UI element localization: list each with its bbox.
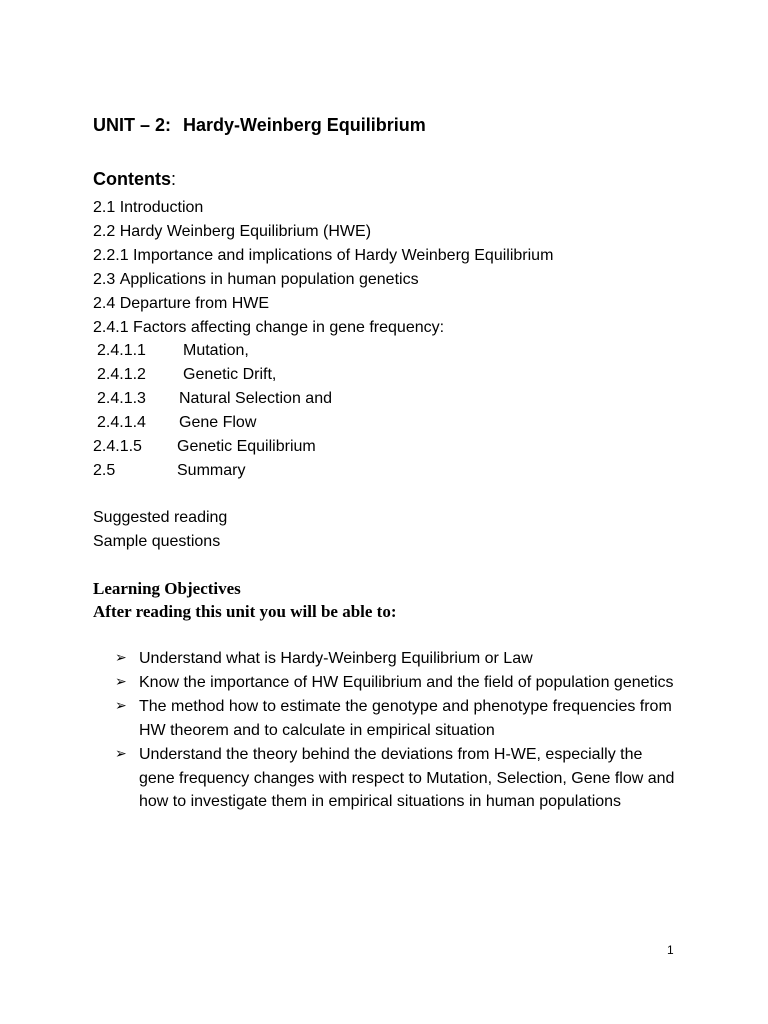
- toc-item: [93, 363, 553, 387]
- sample-questions: Sample questions: [93, 532, 221, 550]
- objectives-list: [115, 647, 675, 814]
- toc-item: [93, 196, 553, 220]
- toc-number: 2.4.1.5: [93, 438, 142, 456]
- contents-heading: [93, 169, 176, 190]
- toc-text: Factors affecting change in gene frequency:: [133, 318, 445, 336]
- unit-heading: [93, 115, 426, 136]
- toc-item: [93, 435, 553, 459]
- toc-item: [93, 339, 553, 363]
- objectives-subtitle: After reading this unit you will be able to:: [93, 602, 397, 621]
- bullet-text: Know the importance of HW Equilibrium and the field of population genetics: [139, 673, 674, 691]
- toc-text: Importance and implications of Hardy Weinberg Equilibrium: [133, 246, 554, 264]
- toc-item: [93, 316, 553, 340]
- list-item: [115, 671, 675, 695]
- toc-text: Summary: [177, 461, 246, 479]
- toc-number: 2.2: [93, 222, 116, 240]
- contents-colon: :: [171, 169, 177, 189]
- toc-item: [93, 244, 553, 268]
- toc-item: [93, 387, 553, 411]
- toc-number: 2.4.1.2: [97, 366, 146, 384]
- list-item: [115, 695, 675, 743]
- bullet-text: The method how to estimate the genotype and phenotype frequencies from HW theorem and to calculate in empirical situation: [139, 697, 672, 739]
- objectives-title: Learning Objectives: [93, 579, 241, 598]
- arrowhead-bullet-icon: ➢: [115, 697, 127, 714]
- unit-title: Hardy-Weinberg Equilibrium: [183, 115, 426, 135]
- toc-text: Gene Flow: [179, 414, 257, 432]
- toc-number: 2.4.1.3: [97, 390, 146, 408]
- toc-text: Genetic Equilibrium: [177, 438, 316, 456]
- toc-item: [93, 268, 553, 292]
- arrowhead-bullet-icon: ➢: [115, 673, 127, 690]
- learning-objectives-heading: [93, 577, 397, 623]
- toc-number: 2.4.1.4: [97, 414, 146, 432]
- toc-number: 2.1: [93, 199, 116, 216]
- toc-text: Genetic Drift,: [183, 366, 277, 384]
- toc-number: 2.2.1: [93, 246, 129, 264]
- toc-text: Departure from HWE: [119, 294, 270, 312]
- arrowhead-bullet-icon: ➢: [115, 745, 127, 762]
- page-number: 1: [667, 943, 674, 957]
- toc-item: [93, 411, 553, 435]
- bullet-text: Understand what is Hardy-Weinberg Equilibrium or Law: [139, 650, 533, 667]
- toc-number: 2.4.1: [93, 318, 129, 336]
- list-item: [115, 743, 675, 815]
- list-item: [115, 647, 675, 671]
- toc-item: [93, 220, 553, 244]
- suggested-reading: Suggested reading: [93, 509, 228, 526]
- toc-number: 2.4: [93, 294, 116, 312]
- toc-item: [93, 292, 553, 316]
- table-of-contents: [93, 196, 553, 483]
- toc-text: Mutation,: [183, 342, 249, 360]
- toc-number: 2.3: [93, 270, 116, 288]
- toc-item: [93, 459, 553, 483]
- unit-label: UNIT – 2:: [93, 115, 172, 135]
- toc-text: Introduction: [119, 199, 204, 216]
- toc-number: 2.4.1.1: [97, 342, 146, 360]
- arrowhead-bullet-icon: ➢: [115, 650, 127, 666]
- toc-text: Applications in human population genetics: [119, 270, 419, 288]
- toc-text: Hardy Weinberg Equilibrium (HWE): [119, 222, 372, 240]
- contents-label: Contents: [93, 169, 171, 189]
- bullet-text: Understand the theory behind the deviations from H-WE, especially the gene frequency changes with respect to Mutation, Selection, Gene flow and how to investigate them in empirical situations in human populations: [139, 745, 675, 811]
- reading-section: [93, 506, 227, 554]
- toc-number: 2.5: [93, 461, 116, 479]
- toc-text: Natural Selection and: [179, 390, 332, 408]
